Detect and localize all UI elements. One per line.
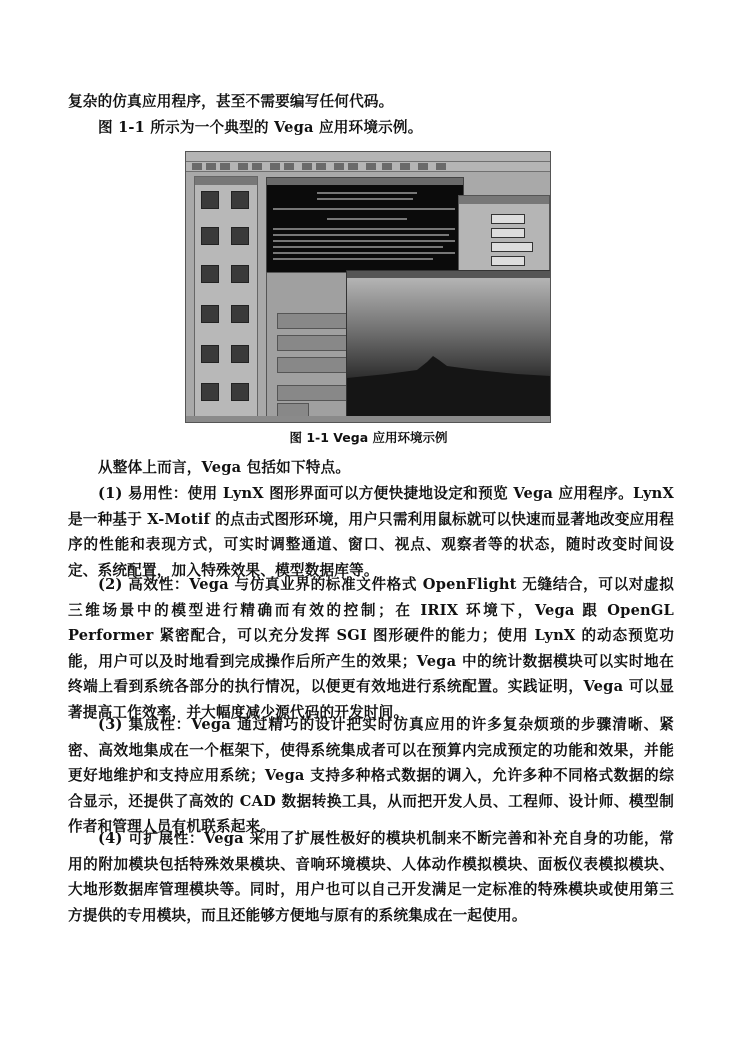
paragraph-integration: (3) 集成性：Vega 通过精巧的设计把实时仿真应用的许多复杂烦琐的步骤清晰、紧密、高效地集成在一个框架下，使得系统集成者可以在预算内完成预定的功能和效果，并能更好地维护和支持应用系统；Vega 支持多种格式数据的调入，允许多种不同格式数据的综合显示，还提供了高效的 CAD 数据转换工具，从而把开发人员、工程师、设计师、模型制作者和管理人员有机联系起来。 [68,716,674,836]
players-icon [201,383,219,401]
figure-caption: 图 1-1 Vega 应用环境示例 [289,430,448,445]
motion-models-icon [231,265,249,283]
paragraph-overview: 从整体上而言，Vega 包括如下特点。 [98,459,351,476]
system-icon [201,191,219,209]
paragraph-intro: 复杂的仿真应用程序，甚至不需要编写任何代码。 [68,93,394,110]
channels-icon [231,227,249,245]
figure-toolbar [186,162,550,172]
paragraph-extensibility: (4) 可扩展性：Vega 采用了扩展性极好的模块机制来不断完善和补充自身的功能，常用的附加模块包括特殊效果模块、音响环境模块、人体动作模拟模块、面板仪表模拟模块、大地形数据库管理模块等。同时，用户也可以自己开发满足一定标准的特殊模块或使用第三方提供的专用模块，而且还能够方便地与原有的系统集成在一起使用。 [68,830,674,924]
terrain-silhouette [347,278,551,423]
observers-icon [201,265,219,283]
figure-terminal-window [266,177,464,279]
objects-icon [201,345,219,363]
paragraph-figure-ref: 图 1-1 所示为一个典型的 Vega 应用环境示例。 [98,119,423,136]
figure-vega-screenshot [185,151,551,423]
figure-controls-window [458,195,550,272]
paragraph-ease-of-use: (1) 易用性：使用 LynX 图形界面可以方便快捷地设定和预览 Vega 应用程序。LynX 是一种基于 X-Motif 的点击式图形环境，用户只需利用鼠标就可以快速而显著地改变应用程序的性能和表现方式，可实时调整通道、窗口、视点、观察者等的状态，随时改变时间设定、系统配置，加入特殊效果、模型数据库等。 [68,485,674,579]
graphics-state-icon [231,191,249,209]
paragraph-efficiency: (2) 高效性：Vega 与仿真业界的标准文件格式 OpenFlight 无缝结合，可以对虚拟三维场景中的模型进行精确而有效的控制；在 IRIX 环境下，Vega 跟 OpenGL Performer 紧密配合，可以充分发挥 SGI 图形硬件的能力；使用 LynX 的动态预览功能，用户可以及时地看到完成操作后所产生的效果；Vega 中的统计数据模块可以实时地在终端上看到系统各部分的执行情况，以便更有效地进行系统配置。实践证明，Vega 可以显著提高工作效率，并大幅度减少源代码的开发时间。 [68,576,674,721]
paths-icon [231,305,249,323]
windows-icon [201,227,219,245]
environments-icon [231,383,249,401]
scenes-icon [201,305,219,323]
figure-statusbar [186,416,550,422]
database-manager-icon [231,345,249,363]
figure-vega-panel [194,176,258,418]
figure-menubar [186,152,550,162]
figure-3d-view-window [346,270,551,423]
